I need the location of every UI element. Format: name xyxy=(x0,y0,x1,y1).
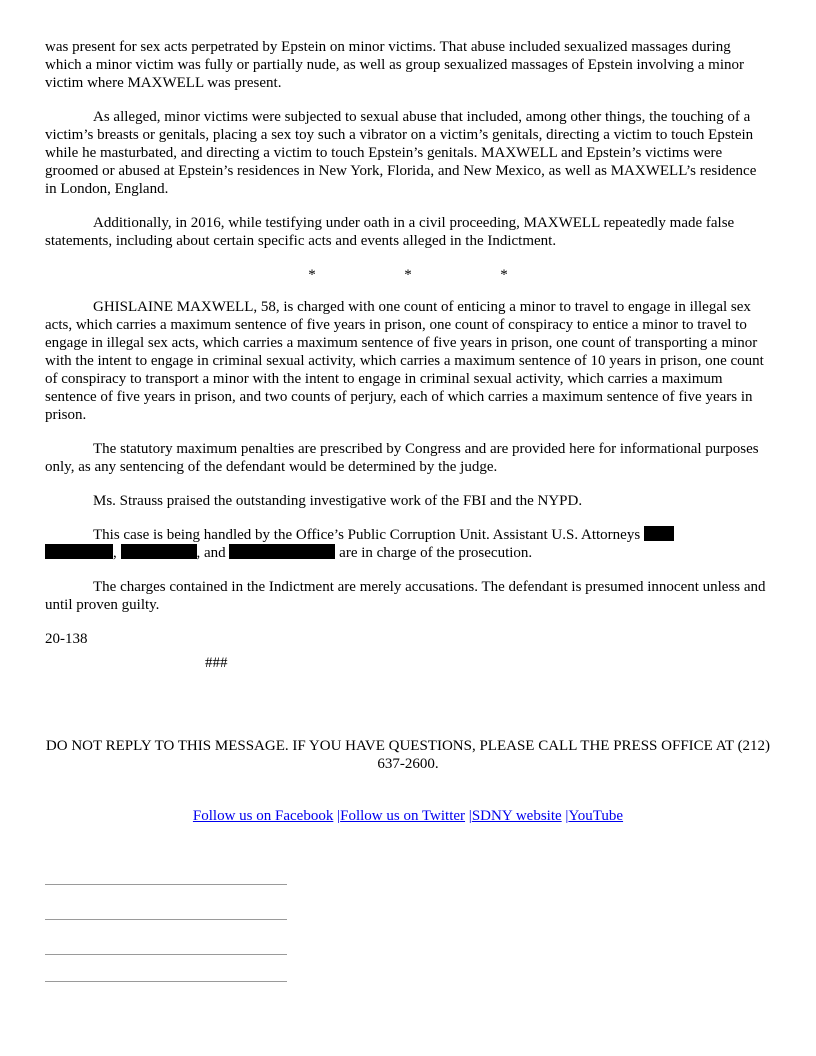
sdny-website-link[interactable]: SDNY website xyxy=(471,808,562,824)
twitter-link[interactable]: Follow us on Twitter xyxy=(340,808,466,824)
paragraph-abuse-details: was present for sex acts perpetrated by Epstein on minor victims. That abuse included sexualized massages during which a minor victim was fully or partially nude, as well as group sexualized massages of Epstein involving a minor victim where MAXWELL was present. xyxy=(45,39,745,91)
link-separator: | xyxy=(565,808,569,824)
paragraph-prosecutors xyxy=(45,526,771,562)
prosecutors-separator: , and xyxy=(196,545,230,561)
paragraph-praise: Ms. Strauss praised the outstanding investigative work of the FBI and the NYPD. xyxy=(93,493,583,509)
section-separator xyxy=(45,266,771,284)
press-release-body xyxy=(45,38,771,672)
divider-line xyxy=(45,919,287,920)
prosecutors-lead-text: This case is being handled by the Office’s Public Corruption Unit. Assistant U.S. Attorneys xyxy=(93,527,644,543)
separator-star: * xyxy=(308,267,316,283)
redaction-block xyxy=(644,526,674,541)
end-mark: ### xyxy=(205,655,228,671)
prosecutors-separator: , xyxy=(113,545,121,561)
separator-star: * xyxy=(500,267,508,283)
prosecutors-tail-text: are in charge of the prosecution. xyxy=(335,545,533,561)
paragraph-presumption: The charges contained in the Indictment are merely accusations. The defendant is presumed innocent unless and until proven guilty. xyxy=(45,579,766,613)
youtube-link[interactable]: YouTube xyxy=(568,808,624,824)
paragraph-penalties: The statutory maximum penalties are prescribed by Congress and are provided here for informational purposes only, as any sentencing of the defendant would be determined by the judge. xyxy=(45,441,759,475)
release-number: 20-138 xyxy=(45,631,88,647)
redaction-block xyxy=(121,544,197,559)
link-separator: | xyxy=(468,808,472,824)
facebook-link[interactable]: Follow us on Facebook xyxy=(192,808,334,824)
divider-line xyxy=(45,954,287,955)
redaction-block xyxy=(45,544,113,559)
divider-line xyxy=(45,884,287,885)
separator-star: * xyxy=(404,267,412,283)
paragraph-charges: GHISLAINE MAXWELL, 58, is charged with one count of enticing a minor to travel to engage in illegal sex acts, which carries a maximum sentence of five years in prison, one count of conspiracy to entice a minor to travel to engage in illegal sex acts, which carries a maximum sentence of five years in prison, one count of transporting a minor with the intent to engage in criminal sexual activity, which carries a maximum sentence of 10 years in prison, one count of conspiracy to transport a minor with the intent to engage in criminal sexual activity, which carries a maximum sentence of five years in prison, and two counts of perjury, each of which carries a maximum sentence of five years in prison. xyxy=(45,299,764,423)
redaction-block xyxy=(229,544,335,559)
paragraph-perjury: Additionally, in 2016, while testifying under oath in a civil proceeding, MAXWELL repeatedly made false statements, including about certain specific acts and events alleged in the Indictment. xyxy=(45,215,735,249)
link-separator: | xyxy=(337,808,341,824)
paragraph-allegations: As alleged, minor victims were subjected to sexual abuse that included, among other things, the touching of a victim’s breasts or genitals, placing a sex toy such a vibrator on a victim’s genitals, directing a victim to touch Epstein while he masturbated, and directing a victim to touch Epstein’s genitals. MAXWELL and Epstein’s victims were groomed or abused at Epstein’s residences in New York, Florida, and New Mexico, as well as MAXWELL’s residence in London, England. xyxy=(45,109,757,197)
no-reply-notice: DO NOT REPLY TO THIS MESSAGE. IF YOU HAVE QUESTIONS, PLEASE CALL THE PRESS OFFICE AT (212) 637-2600. xyxy=(45,738,771,772)
divider-line xyxy=(45,981,287,982)
social-links xyxy=(45,807,771,825)
